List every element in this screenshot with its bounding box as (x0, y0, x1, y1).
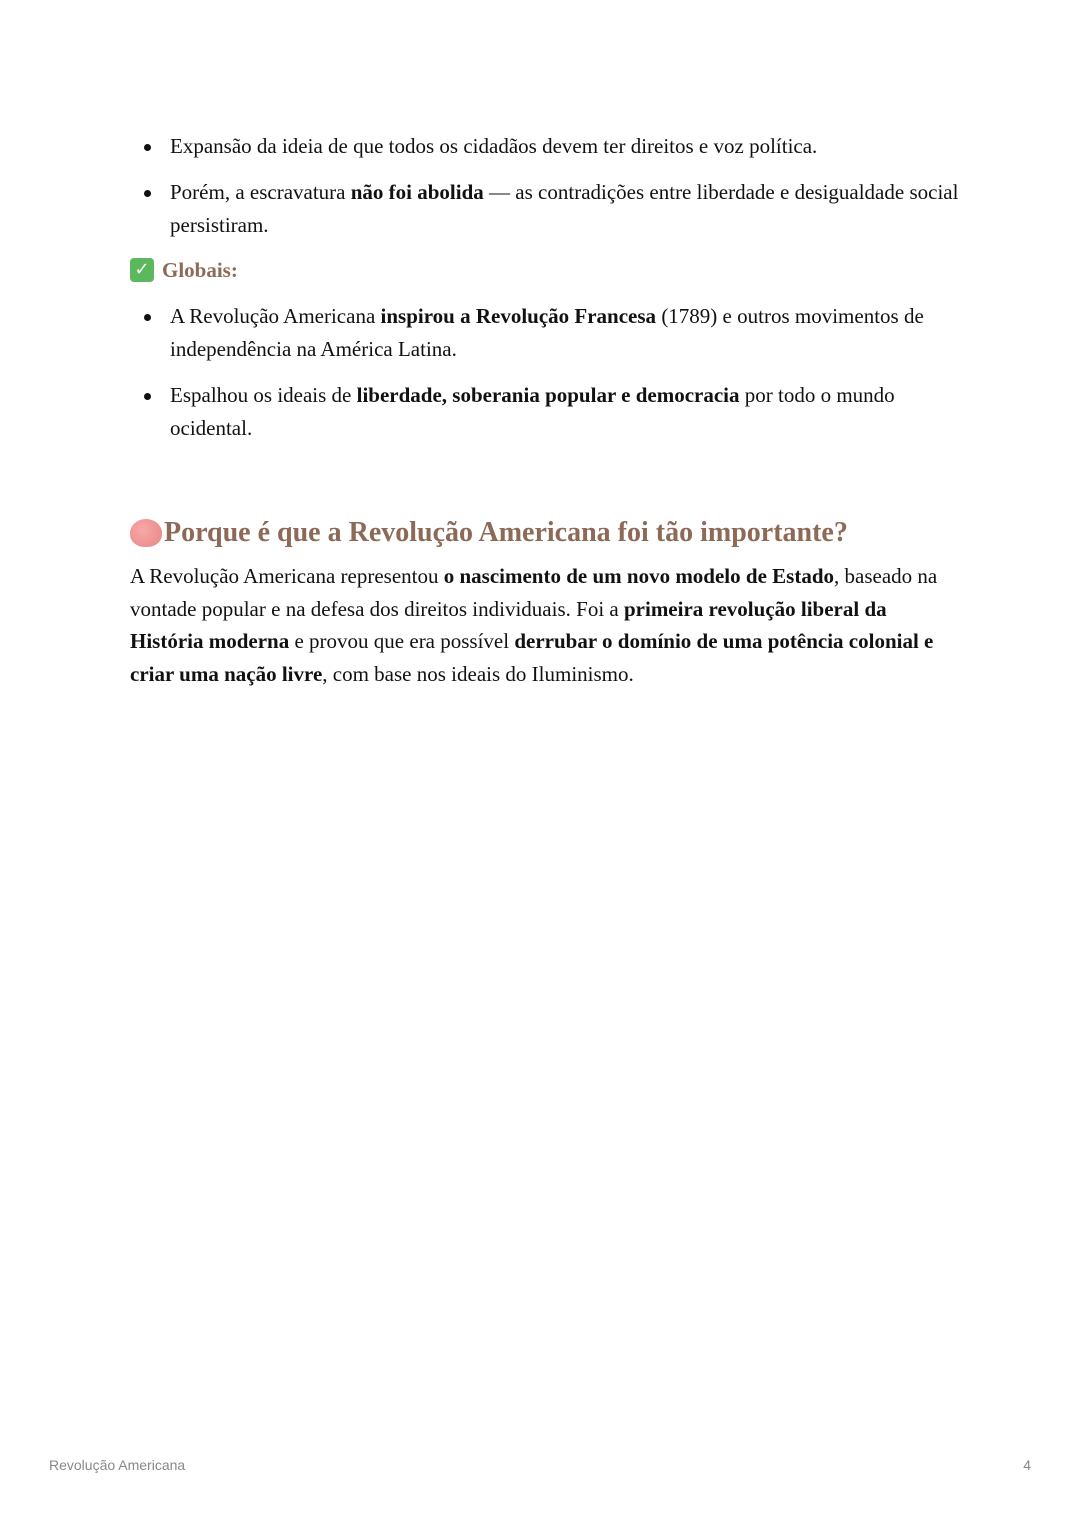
list-item-text: Espalhou os ideais de (170, 383, 357, 407)
list-item (130, 176, 960, 242)
list-item-text: A Revolução Americana (170, 304, 381, 328)
list-item-text: Expansão da ideia de que todos os cidadãos devem ter direitos e voz política. (170, 134, 818, 158)
list-item (130, 130, 960, 163)
emphasis-text: liberdade, soberania popular e democracia (356, 383, 740, 407)
paragraph-text: e provou que era possível (289, 629, 515, 653)
emphasis-text: primeira revolução liberal da História moderna (130, 596, 887, 653)
global-consequences-list (130, 300, 960, 458)
emphasis-text: não foi abolida (350, 180, 484, 204)
section-paragraph (130, 560, 955, 690)
section-title: Porque é que a Revolução Americana foi tão importante? (164, 517, 848, 548)
emphasis-text: derrubar o domínio de uma potência colonial e criar uma nação livre (130, 629, 934, 686)
paragraph-text: , baseado na vontade popular e na defesa dos direitos individuais. Foi a (130, 564, 938, 621)
list-item (130, 379, 960, 445)
list-item-text: por todo o mundo ocidental. (170, 383, 895, 440)
paragraph-text: A Revolução Americana representou (130, 564, 444, 588)
check-mark-icon: ✓ (130, 258, 154, 282)
globais-subheading (130, 255, 238, 285)
paragraph-text: , com base nos ideais do Iluminismo. (322, 661, 634, 686)
list-item-text: (1789) e outros movimentos de independência na América Latina. (170, 304, 924, 361)
emphasis-text: inspirou a Revolução Francesa (380, 304, 657, 328)
section-heading (130, 515, 848, 551)
brain-icon (130, 519, 162, 547)
list-item (130, 300, 960, 366)
national-consequences-list (130, 130, 960, 255)
emphasis-text: o nascimento de um novo modelo de Estado (443, 564, 834, 588)
page-number: 4 (1023, 1457, 1031, 1473)
list-item-text: Porém, a escravatura (170, 180, 351, 204)
list-item-text: — as contradições entre liberdade e desigualdade social persistiram. (170, 180, 959, 237)
subheading-label: Globais: (162, 258, 238, 282)
footer-title: Revolução Americana (49, 1457, 186, 1473)
